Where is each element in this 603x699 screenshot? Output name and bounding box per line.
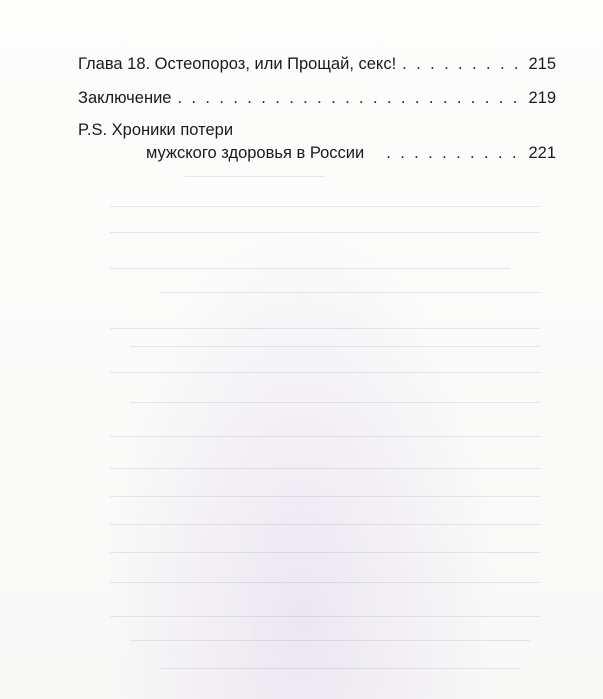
- bleed-through-line: [110, 268, 510, 269]
- bleed-through-line: [130, 640, 530, 641]
- toc-entry-chapter-18[interactable]: [78, 54, 556, 74]
- bleed-through-line: [110, 552, 540, 553]
- bleed-through-line: [110, 496, 540, 497]
- bleed-through-line: [110, 582, 540, 583]
- bleed-through-line: [110, 232, 540, 233]
- bleed-through-line: [130, 402, 540, 403]
- bleed-through-line: [110, 328, 540, 329]
- toc-entry-page: 215: [528, 55, 556, 73]
- bleed-through-line: [110, 372, 540, 373]
- bleed-through-line: [110, 436, 540, 437]
- toc-entry-title: Глава 18. Остеопороз, или Прощай, секс!: [78, 55, 397, 73]
- toc-entry-page: 219: [528, 89, 556, 107]
- dot-leader: [386, 143, 522, 163]
- toc-entry-ps[interactable]: [78, 143, 556, 163]
- toc-entry-title: Заключение: [78, 89, 172, 107]
- bleed-through-line: [110, 616, 540, 617]
- toc-entry-title: мужского здоровья в России: [146, 144, 365, 162]
- bleed-through-line: [110, 206, 540, 207]
- bleed-through-line: [110, 468, 540, 469]
- dot-leader: [402, 54, 522, 74]
- bleed-through-line: [130, 346, 540, 347]
- bleed-through-line: [110, 524, 540, 525]
- bleed-through-line: [160, 292, 540, 293]
- bleed-through-line: [160, 668, 520, 669]
- toc-entry-ps-line1[interactable]: P.S. Хроники потери: [78, 121, 234, 139]
- bleed-through-line: [185, 176, 325, 177]
- dot-leader: [177, 88, 522, 108]
- toc-entry-conclusion[interactable]: [78, 88, 556, 108]
- toc-entry-page: 221: [528, 144, 556, 162]
